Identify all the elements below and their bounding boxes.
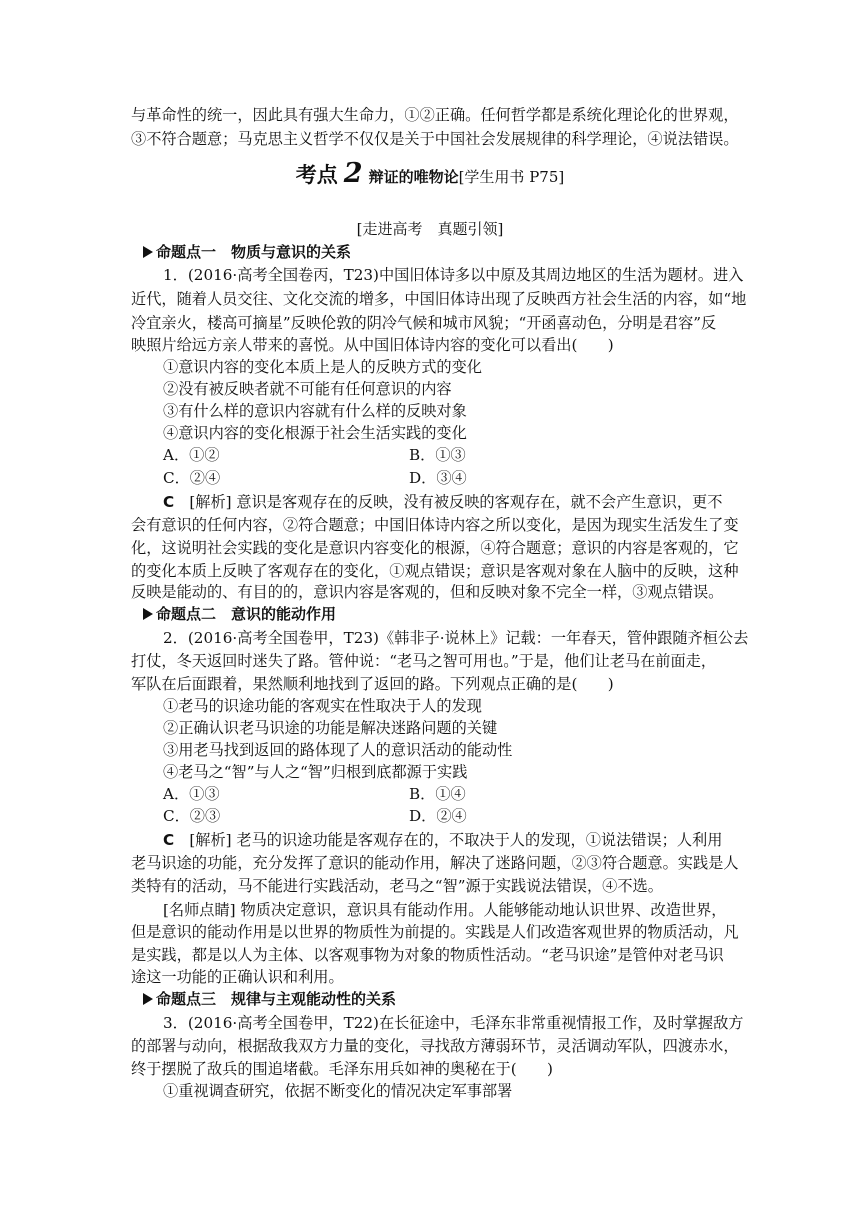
- intro-line: 与革命性的统一，因此具有强大生命力，①②正确。任何哲学都是系统化理论化的世界观，: [131, 106, 739, 124]
- triangle-marker-icon: [143, 608, 153, 620]
- kaodian-ref: [学生用书 P75]: [458, 168, 565, 186]
- q3-statement: ①重视调查研究，依据不断变化的情况决定军事部署: [163, 1082, 513, 1100]
- q2-line: 打仗，冬天返回时迷失了路。管仲说：“老马之智可用也。”于是，他们让老马在前面走，: [131, 652, 717, 670]
- q1-statement: ④意识内容的变化根源于社会生活实践的变化: [163, 424, 467, 442]
- q1-analysis: 反映是能动的、有目的的，意识内容是客观的，但和反映对象不完全一样，③观点错误。: [131, 583, 724, 601]
- q1-analysis: 会有意识的任何内容，②符合题意；中国旧体诗内容之所以变化，是因为现实生活发生了变: [131, 516, 739, 534]
- q2-option-d: D．②④: [409, 807, 467, 825]
- q1-option-a: A．①②: [163, 446, 220, 464]
- q1-statement: ③有什么样的意识内容就有什么样的反映对象: [163, 402, 467, 420]
- teacher-note-tag: [名师点睛]: [163, 901, 236, 919]
- analysis-tag: [解析]: [189, 831, 232, 849]
- topic-2-heading: 命题点二 意识的能动作用: [143, 603, 336, 624]
- q1-option-b: B．①③: [409, 446, 466, 464]
- q1-statement: ①意识内容的变化本质上是人的反映方式的变化: [163, 358, 482, 376]
- intro-line: ③不符合题意；马克思主义哲学不仅仅是关于中国社会发展规律的科学理论，④说法错误。: [131, 130, 739, 148]
- triangle-marker-icon: [143, 246, 153, 258]
- q2-analysis: 类特有的活动，马不能进行实践活动，老马之“智”源于实践说法错误，④不选。: [131, 877, 663, 895]
- q1-analysis: C [解析] 意识是客观存在的反映，没有被反映的客观存在，就不会产生意识，更不: [163, 493, 723, 511]
- topic-3-heading: 命题点三 规律与主观能动性的关系: [143, 988, 396, 1009]
- q2-analysis: 老马识途的功能，充分发挥了意识的能动作用，解决了迷路问题，②③符合题意。实践是人: [131, 854, 739, 872]
- q3-line: 终于摆脱了敌兵的围追堵截。毛泽东用兵如神的奥秘在于( ): [131, 1060, 553, 1078]
- q1-line: 映照片给远方亲人带来的喜悦。从中国旧体诗内容的变化可以看出( ): [131, 336, 614, 354]
- kaodian-number: 2: [343, 158, 363, 189]
- q2-option-c: C．②③: [163, 807, 221, 825]
- teacher-note: [名师点睛] 物质决定意识，意识具有能动作用。人能够能动地认识世界、改造世界，: [163, 901, 727, 919]
- q1-statement: ②没有被反映者就不可能有任何意识的内容: [163, 380, 452, 398]
- analysis-tag: [解析]: [189, 493, 232, 511]
- q2-statement: ④老马之“智”与人之“智”归根到底都源于实践: [163, 763, 468, 781]
- q1-analysis: 化，这说明社会实践的变化是意识内容变化的根源，④符合题意；意识的内容是客观的，它: [131, 539, 739, 557]
- q1-answer: C: [163, 493, 175, 511]
- q1-line: 冷宜亲火，楼高可摘星”反映伦敦的阴冷气候和城市风貌；“开函喜动色，分明是君容”反: [131, 314, 717, 332]
- q1-line: 近代，随着人员交往、文化交流的增多，中国旧体诗出现了反映西方社会生活的内容，如“地: [131, 290, 747, 308]
- topic-1-heading: 命题点一 物质与意识的关系: [143, 241, 351, 262]
- q1-line: 1．(2016·高考全国卷丙，T23)中国旧体诗多以中原及其周边地区的生活为题材。进入: [163, 266, 744, 284]
- q2-line: 2．(2016·高考全国卷甲，T23)《韩非子·说林上》记载：一年春天，管仲跟随齐桓公去: [163, 629, 749, 647]
- section-heading: [走进高考 真题引领]: [356, 220, 504, 238]
- q3-line: 3．(2016·高考全国卷甲，T22)在长征途中，毛泽东非常重视情报工作，及时掌握敌方: [163, 1014, 744, 1032]
- kaodian-heading: [0, 158, 860, 189]
- kaodian-label: 考点: [295, 163, 338, 187]
- q3-line: 的部署与动向，根据敌我双方力量的变化，寻找敌方薄弱环节，灵活调动军队，四渡赤水，: [131, 1037, 739, 1055]
- teacher-note: 是实践，都是以人为主体、以客观事物为对象的物质性活动。“老马识途”是管仲对老马识: [131, 946, 724, 964]
- teacher-note: 但是意识的能动作用是以世界的物质性为前提的。实践是人们改造客观世界的物质活动，凡: [131, 923, 739, 941]
- q2-statement: ①老马的识途功能的客观实在性取决于人的发现: [163, 697, 482, 715]
- q2-analysis: C [解析] 老马的识途功能是客观存在的，不取决于人的发现，①说法错误；人利用: [163, 831, 723, 849]
- q1-option-c: C．②④: [163, 469, 221, 487]
- q2-statement: ③用老马找到返回的路体现了人的意识活动的能动性: [163, 741, 513, 759]
- q1-analysis: 的变化本质上反映了客观存在的变化，①观点错误；意识是客观对象在人脑中的反映，这种: [131, 562, 739, 580]
- teacher-note: 途这一功能的正确认识和利用。: [131, 968, 344, 986]
- triangle-marker-icon: [143, 993, 153, 1005]
- q2-answer: C: [163, 831, 175, 849]
- q2-option-b: B．①④: [409, 785, 466, 803]
- q2-option-a: A．①③: [163, 785, 220, 803]
- kaodian-title: 辩证的唯物论: [368, 168, 459, 186]
- q2-line: 军队在后面跟着，果然顺利地找到了返回的路。下列观点正确的是( ): [131, 675, 614, 693]
- q2-statement: ②正确认识老马识途的功能是解决迷路问题的关键: [163, 719, 498, 737]
- q1-option-d: D．③④: [409, 469, 467, 487]
